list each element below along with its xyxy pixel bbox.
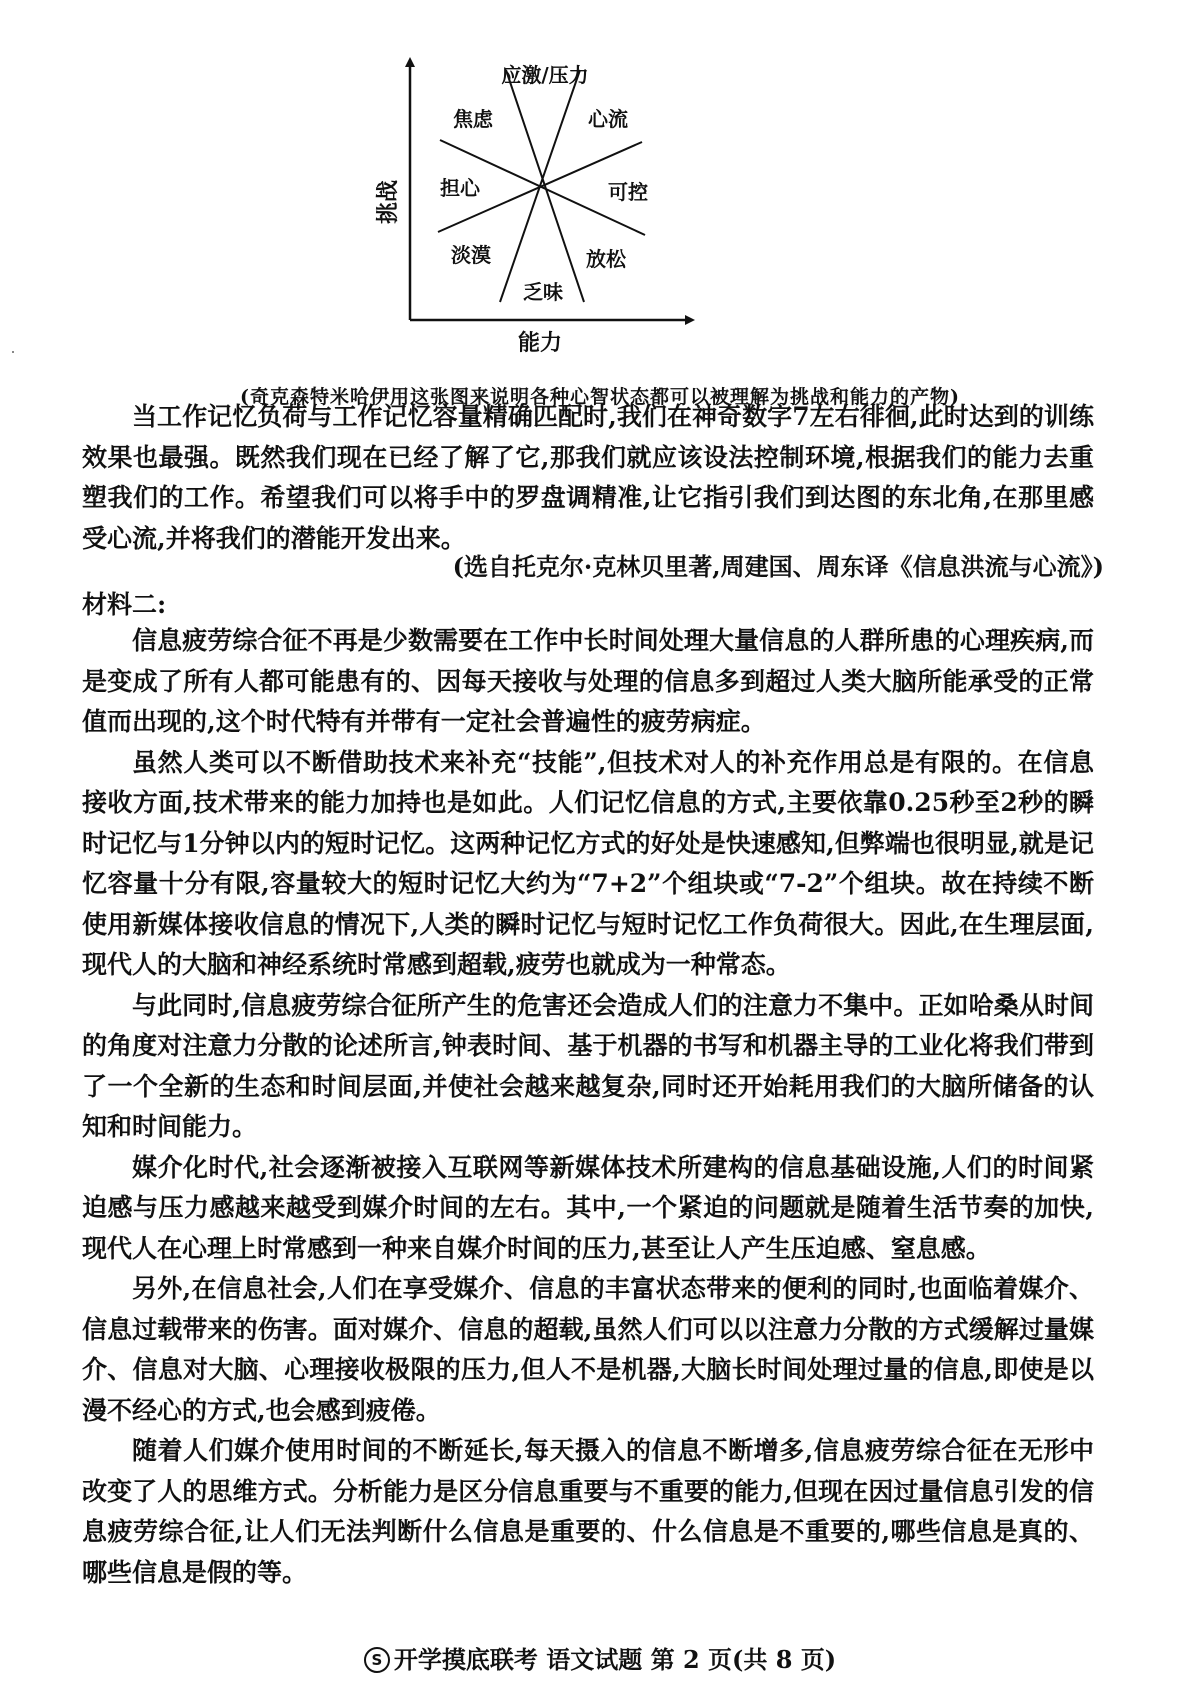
section-heading: 材料二:	[82, 590, 167, 619]
region-label-bottom: 乏味	[523, 280, 563, 304]
x-axis-label: 能力	[517, 331, 563, 356]
paragraph: 虽然人类可以不断借助技术来补充“技能”,但技术对人的补充作用总是有限的。在信息接收方面,技术带来的能力加持也是如此。人们记忆信息的方式,主要依靠0.25秒至2秒的瞬时记忆与1分钟以内的短时记忆。这两种记忆方式的好处是快速感知,但弊端也很明显,就是记忆容量十分有限,容量较大的短时记忆大约为“7+2”个组块或“7-2”个组块。故在持续不断使用新媒体接收信息的情况下,人类的瞬时记忆与短时记忆工作负荷很大。因此,在生理层面,现代人的大脑和神经系统时常感到超载,疲劳也就成为一种常态。	[82, 747, 1094, 979]
y-axis-label: 挑战	[376, 179, 401, 225]
footer-text: 开学摸底联考 语文试题 第 2 页(共 8 页)	[393, 1645, 837, 1674]
region-label-top: 应激/压力	[501, 63, 589, 87]
region-label-bottom-right: 放松	[586, 247, 626, 271]
challenge-skill-diagram	[376, 52, 720, 372]
scan-speck	[12, 351, 14, 353]
paragraph: 另外,在信息社会,人们在享受媒介、信息的丰富状态带来的便利的同时,也面临着媒介、信息过载带来的伤害。面对媒介、信息的超载,虽然人们可以以注意力分散的方式缓解过量媒介、信息对大脑、心理接收极限的压力,但人不是机器,大脑长时间处理过量的信息,即使是以漫不经心的方式,也会感到疲倦。	[82, 1274, 1094, 1425]
region-label-bottom-left: 淡漠	[451, 243, 491, 267]
material-one-conclusion	[82, 397, 1094, 559]
page-footer	[0, 1640, 1200, 1675]
figure-caption: (奇克森特米哈伊用这张图来说明各种心智状态都可以被理解为挑战和能力的产物)	[240, 386, 960, 408]
region-label-left: 担心	[440, 176, 480, 200]
material-two-body	[82, 621, 1094, 1593]
paragraph: 随着人们媒介使用时间的不断延长,每天摄入的信息不断增多,信息疲劳综合征在无形中改变了人的思维方式。分析能力是区分信息重要与不重要的能力,但现在因过量信息引发的信息疲劳综合征,让人们无法判断什么信息是重要的、什么信息是不重要的,哪些信息是真的、哪些信息是假的等。	[82, 1436, 1094, 1587]
region-label-top-left: 焦虑	[453, 107, 493, 131]
source-citation: (选自托克尔·克林贝里著,周建国、周东译《信息洪流与心流》)	[452, 552, 1104, 581]
paragraph: 与此同时,信息疲劳综合征所产生的危害还会造成人们的注意力不集中。正如哈桑从时间的角度对注意力分散的论述所言,钟表时间、基于机器的书写和机器主导的工业化将我们带到了一个全新的生态和时间层面,并使社会越来越复杂,同时还开始耗用我们的大脑所储备的认知和时间能力。	[82, 990, 1094, 1141]
paragraph: 媒介化时代,社会逐渐被接入互联网等新媒体技术所建构的信息基础设施,人们的时间紧迫感与压力感越来越受到媒介时间的左右。其中,一个紧迫的问题就是随着生活节奏的加快,现代人在心理上时常感到一种来自媒介时间的压力,甚至让人产生压迫感、窒息感。	[82, 1152, 1094, 1263]
paragraph: 信息疲劳综合征不再是少数需要在工作中长时间处理大量信息的人群所患的心理疾病,而是变成了所有人都可能患有的、因每天接收与处理的信息多到超过人类大脑所能承受的正常值而出现的,这个时代特有并带有一定社会普遍性的疲劳病症。	[82, 626, 1094, 736]
paragraph: 当工作记忆负荷与工作记忆容量精确匹配时,我们在神奇数字7左右徘徊,此时达到的训练效果也最强。既然我们现在已经了解了它,那我们就应该设法控制环境,根据我们的能力去重塑我们的工作。希望我们可以将手中的罗盘调精准,让它指引我们到达图的东北角,在那里感受心流,并将我们的潜能开发出来。	[82, 402, 1094, 553]
region-label-right: 可控	[608, 180, 648, 204]
circled-s-icon: S	[364, 1647, 390, 1673]
divider-line	[506, 70, 584, 302]
region-label-top-right: 心流	[588, 107, 628, 131]
